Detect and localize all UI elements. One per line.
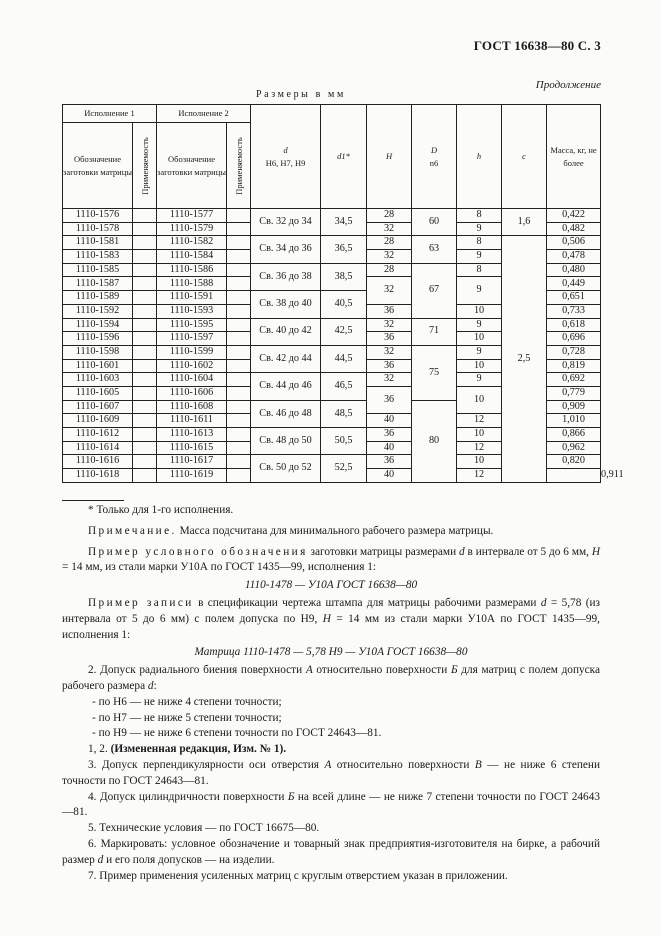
cell-exec1: 1110-1581 [63, 236, 133, 250]
cell-H: 32 [367, 222, 412, 236]
cell-H: 36 [367, 332, 412, 346]
cell-app1 [133, 250, 157, 264]
cell-mass: 0,866 [547, 428, 601, 442]
header-d1: d1* [321, 105, 367, 209]
example-designation-text: = 14 мм, из стали марки У10А по ГОСТ 1435—99, исполнения 1: [62, 561, 377, 574]
specification-table [62, 104, 624, 483]
note [62, 524, 600, 540]
example-designation-text: в интервале от 5 до 6 мм, [464, 545, 592, 558]
clause-text: для матриц с полем допуска рабочего размера [62, 664, 600, 692]
cell-exec2: 1110-1599 [157, 345, 227, 359]
cell-d1: 44,5 [321, 345, 367, 372]
cell-app2 [227, 332, 251, 346]
cell-mass: 0,480 [547, 263, 601, 277]
cell-app2 [227, 304, 251, 318]
cell-exec2: 1110-1611 [157, 414, 227, 428]
cell-exec1: 1110-1596 [63, 332, 133, 346]
cell-D: 80 [412, 400, 457, 482]
cell-app2 [227, 222, 251, 236]
cell-mass: 1,010 [547, 414, 601, 428]
cell-d: Св. 50 до 52 [251, 455, 321, 482]
amendment-number: 1, 2. [88, 743, 111, 756]
symbol-V: В [474, 758, 482, 771]
clause-text: 2. Допуск радиального биения поверхности [88, 664, 306, 677]
cell-app2 [227, 414, 251, 428]
cell-h: 9 [457, 277, 502, 304]
cell-app2 [227, 263, 251, 277]
cell-app1 [133, 263, 157, 277]
cell-h: 9 [457, 318, 502, 332]
cell-h: 9 [457, 222, 502, 236]
table-row [63, 209, 601, 223]
cell-exec2: 1110-1577 [157, 209, 227, 223]
cell-exec1: 1110-1585 [63, 263, 133, 277]
cell-H: 40 [367, 441, 412, 455]
cell-D: 75 [412, 345, 457, 400]
cell-mass: 0,819 [547, 359, 601, 373]
cell-app1 [133, 291, 157, 305]
cell-mass: 0,820 [547, 455, 601, 469]
cell-H: 40 [367, 469, 412, 483]
cell-app2 [227, 250, 251, 264]
cell-app1 [133, 400, 157, 414]
example-designation-text: заготовки матрицы размерами [307, 545, 459, 558]
list-item: - по Н9 — не ниже 6 степени точности по ГОСТ 24643—81. [92, 727, 382, 740]
cell-d1: 52,5 [321, 455, 367, 482]
symbol-A: А [305, 664, 313, 677]
continuation-label: Продолжение [535, 79, 601, 91]
cell-mass: 0,779 [547, 386, 601, 400]
cell-exec1: 1110-1589 [63, 291, 133, 305]
clause-text: относительно поверхности [331, 758, 475, 771]
cell-exec2: 1110-1582 [157, 236, 227, 250]
applicability-label-1: Применяемость [139, 136, 150, 195]
cell-app1 [133, 209, 157, 223]
cell-H: 36 [367, 386, 412, 413]
cell-exec1: 1110-1616 [63, 455, 133, 469]
cell-app1 [133, 318, 157, 332]
symbol-B: Б [450, 664, 458, 677]
cell-d: Св. 34 до 36 [251, 236, 321, 263]
clause-text: 6. Маркировать: условное обозначение и товарный знак предприятия-изготовителя на бирке, а рабочий размер [62, 837, 600, 866]
cell-exec1: 1110-1603 [63, 373, 133, 387]
symbol-d: d [97, 853, 104, 866]
cell-d: Св. 38 до 40 [251, 291, 321, 318]
header-applicability-2 [227, 123, 251, 209]
cell-D: 67 [412, 263, 457, 318]
header-d-symbol: d [283, 145, 288, 155]
cell-exec2: 1110-1584 [157, 250, 227, 264]
cell-exec2: 1110-1617 [157, 455, 227, 469]
header-D-symbol: D [430, 145, 438, 155]
cell-exec1: 1110-1605 [63, 386, 133, 400]
clause-4 [62, 790, 600, 822]
cell-H: 40 [367, 414, 412, 428]
cell-D: 63 [412, 236, 457, 263]
cell-app1 [133, 386, 157, 400]
cell-exec1: 1110-1612 [63, 428, 133, 442]
cell-app2 [227, 373, 251, 387]
clause-text: относительно поверхности [312, 664, 451, 677]
cell-D: 60 [412, 209, 457, 236]
cell-d1: 36,5 [321, 236, 367, 263]
cell-app1 [133, 359, 157, 373]
example-record-text: в спецификации чертежа штампа для матрицы рабочими размерами [193, 596, 541, 609]
cell-c-empty [547, 469, 601, 483]
cell-mass: 0,733 [547, 304, 601, 318]
example-record-label: Пример записи [88, 596, 194, 609]
cell-d: Св. 32 до 34 [251, 209, 321, 236]
cell-h: 9 [457, 250, 502, 264]
header-D-tolerance: n6 [429, 157, 439, 168]
header-d [251, 105, 321, 209]
cell-app2 [227, 209, 251, 223]
cell-exec1: 1110-1587 [63, 277, 133, 291]
cell-app2 [227, 441, 251, 455]
cell-d1: 38,5 [321, 263, 367, 290]
cell-h: 10 [457, 455, 502, 469]
clause-text: и его поля допусков — на изделии. [103, 853, 275, 866]
footnote: * Только для 1-го исполнения. [88, 504, 234, 516]
cell-exec1: 1110-1592 [63, 304, 133, 318]
symbol-H: Н [322, 612, 331, 625]
cell-h: 9 [457, 345, 502, 359]
table-row [63, 236, 601, 250]
symbol-d: d [147, 679, 154, 692]
cell-H: 32 [367, 277, 412, 304]
cell-H: 36 [367, 428, 412, 442]
cell-exec1: 1110-1601 [63, 359, 133, 373]
cell-exec2: 1110-1586 [157, 263, 227, 277]
list-item: - по Н6 — не ниже 4 степени точности; [92, 695, 282, 708]
cell-app1 [133, 373, 157, 387]
cell-exec1: 1110-1594 [63, 318, 133, 332]
cell-d1: 34,5 [321, 209, 367, 236]
page-header: ГОСТ 16638—80 С. 3 [473, 38, 601, 53]
cell-d: Св. 36 до 38 [251, 263, 321, 290]
example-record [62, 596, 600, 643]
cell-h: 9 [457, 373, 502, 387]
cell-H: 32 [367, 345, 412, 359]
example-designation [62, 545, 600, 577]
header-H: H [367, 105, 412, 209]
cell-h: 10 [457, 359, 502, 373]
clause-text: 4. Допуск цилиндричности поверхности [88, 790, 288, 803]
cell-mass: 0,909 [547, 400, 601, 414]
clause-3 [62, 758, 600, 790]
cell-d: Св. 44 до 46 [251, 373, 321, 400]
cell-exec2: 1110-1593 [157, 304, 227, 318]
clause-7: 7. Пример применения усиленных матриц с круглым отверстием указан в приложении. [88, 869, 508, 882]
cell-exec2: 1110-1597 [157, 332, 227, 346]
header-exec2: Исполнение 2 [157, 105, 251, 123]
cell-app1 [133, 414, 157, 428]
cell-mass: 0,506 [547, 236, 601, 250]
table-sizes-title: Размеры в мм [256, 89, 346, 100]
cell-app2 [227, 236, 251, 250]
clause-2 [62, 663, 600, 695]
cell-h: 8 [457, 263, 502, 277]
cell-exec2: 1110-1579 [157, 222, 227, 236]
example-record-text: = 14 мм из стали марки У10А по ГОСТ 1435—99, исполнения 1: [62, 612, 600, 641]
cell-mass: 0,728 [547, 345, 601, 359]
cell-mass: 0,696 [547, 332, 601, 346]
cell-d: Св. 48 до 50 [251, 428, 321, 455]
header-exec1: Исполнение 1 [63, 105, 157, 123]
cell-d1: 42,5 [321, 318, 367, 345]
cell-d: Св. 46 до 48 [251, 400, 321, 427]
cell-c: 1,6 [502, 209, 547, 236]
cell-mass: 0,482 [547, 222, 601, 236]
cell-d1: 50,5 [321, 428, 367, 455]
amendment-text: (Измененная редакция, Изм. № 1). [110, 743, 287, 756]
cell-H: 32 [367, 373, 412, 387]
cell-app2 [227, 277, 251, 291]
cell-exec1: 1110-1583 [63, 250, 133, 264]
cell-exec1: 1110-1609 [63, 414, 133, 428]
example-record-text: = 5,78 (из интервала от 5 до 6 мм) с полем допуска по Н9, [62, 596, 600, 625]
cell-exec1: 1110-1614 [63, 441, 133, 455]
cell-exec2: 1110-1608 [157, 400, 227, 414]
cell-exec2: 1110-1588 [157, 277, 227, 291]
cell-app2 [227, 469, 251, 483]
cell-exec2: 1110-1591 [157, 291, 227, 305]
applicability-label-2: Применяемость [233, 136, 244, 195]
clause-text: — не ниже 6 степени точности по ГОСТ 24643—81. [62, 758, 600, 787]
cell-mass: 0,962 [547, 441, 601, 455]
cell-exec2: 1110-1613 [157, 428, 227, 442]
cell-app1 [133, 236, 157, 250]
cell-H: 32 [367, 250, 412, 264]
symbol-A: А [324, 758, 332, 771]
example-record-code: Матрица 1110-1478 — 5,78 Н9 — У10А ГОСТ 16638—80 [194, 646, 468, 659]
header-designation-1: Обозначение заготовки матрицы [63, 123, 133, 209]
cell-h: 8 [457, 209, 502, 223]
cell-d1: 40,5 [321, 291, 367, 318]
cell-app2 [227, 345, 251, 359]
cell-exec2: 1110-1606 [157, 386, 227, 400]
cell-mass: 0,422 [547, 209, 601, 223]
example-designation-label: Пример условного обозначения [88, 545, 308, 558]
cell-H: 32 [367, 318, 412, 332]
cell-exec1: 1110-1618 [63, 469, 133, 483]
cell-app2 [227, 291, 251, 305]
cell-app2 [227, 359, 251, 373]
clause-6 [62, 837, 600, 869]
cell-exec2: 1110-1595 [157, 318, 227, 332]
cell-exec1: 1110-1598 [63, 345, 133, 359]
cell-h: 12 [457, 469, 502, 483]
cell-h: 10 [457, 386, 502, 413]
header-c: c [502, 105, 547, 209]
symbol-d: d [458, 545, 465, 558]
cell-app1 [133, 345, 157, 359]
cell-h: 10 [457, 332, 502, 346]
clause-text: : [153, 679, 157, 692]
header-h: h [457, 105, 502, 209]
cell-app1 [133, 222, 157, 236]
cell-app1 [133, 469, 157, 483]
cell-mass: 0,449 [547, 277, 601, 291]
cell-app1 [133, 332, 157, 346]
cell-d1: 48,5 [321, 400, 367, 427]
header-mass: Масса, кг, не более [547, 105, 601, 209]
cell-app1 [133, 441, 157, 455]
cell-H: 28 [367, 236, 412, 250]
cell-h: 10 [457, 428, 502, 442]
cell-app2 [227, 455, 251, 469]
cell-exec1: 1110-1576 [63, 209, 133, 223]
header-d-tolerance: H6, H7, H9 [265, 157, 306, 168]
header-designation-2: Обозначение заготовки матрицы [157, 123, 227, 209]
cell-exec1: 1110-1607 [63, 400, 133, 414]
cell-mass: 0,478 [547, 250, 601, 264]
cell-app1 [133, 277, 157, 291]
cell-h: 10 [457, 304, 502, 318]
cell-d: Св. 42 до 44 [251, 345, 321, 372]
cell-mass: 0,692 [547, 373, 601, 387]
cell-H: 28 [367, 209, 412, 223]
list-item: - по Н7 — не ниже 5 степени точности; [92, 711, 282, 724]
cell-H: 36 [367, 359, 412, 373]
header-applicability-1 [133, 123, 157, 209]
clause-5: 5. Технические условия — по ГОСТ 16675—80. [88, 822, 320, 835]
clause-text: на всей длине — не ниже 7 степени точности по ГОСТ 24643—81. [62, 790, 600, 819]
cell-d: Св. 40 до 42 [251, 318, 321, 345]
cell-h: 12 [457, 414, 502, 428]
cell-app1 [133, 304, 157, 318]
cell-mass: 0,651 [547, 291, 601, 305]
cell-h: 8 [457, 236, 502, 250]
cell-app1 [133, 428, 157, 442]
cell-mass: 0,618 [547, 318, 601, 332]
cell-H: 36 [367, 304, 412, 318]
cell-exec2: 1110-1615 [157, 441, 227, 455]
cell-H: 36 [367, 455, 412, 469]
table-row: 1110-1618 1110-1619 40 12 0,911 [63, 469, 601, 483]
cell-exec1: 1110-1578 [63, 222, 133, 236]
cell-d1: 46,5 [321, 373, 367, 400]
symbol-H: Н [591, 545, 600, 558]
cell-c: 2,5 [502, 236, 547, 482]
cell-app2 [227, 428, 251, 442]
footnote-divider [62, 500, 124, 501]
example-designation-code: 1110-1478 — У10А ГОСТ 16638—80 [244, 579, 418, 592]
note-label: Примечание. [88, 524, 177, 537]
cell-h: 12 [457, 441, 502, 455]
cell-exec2: 1110-1602 [157, 359, 227, 373]
cell-app1 [133, 455, 157, 469]
cell-app2 [227, 400, 251, 414]
cell-app2 [227, 386, 251, 400]
symbol-d: d [540, 596, 547, 609]
cell-app2 [227, 318, 251, 332]
clause-text: 3. Допуск перпендикулярности оси отверстия [88, 758, 325, 771]
header-D [412, 105, 457, 209]
body-text [62, 503, 600, 884]
symbol-B: Б [287, 790, 295, 803]
cell-D: 71 [412, 318, 457, 345]
amendment-note [62, 742, 600, 758]
cell-exec2: 1110-1619 [157, 469, 227, 483]
note-text: Масса подсчитана для минимального рабочего размера матрицы. [176, 524, 494, 537]
cell-exec2: 1110-1604 [157, 373, 227, 387]
cell-H: 28 [367, 263, 412, 277]
